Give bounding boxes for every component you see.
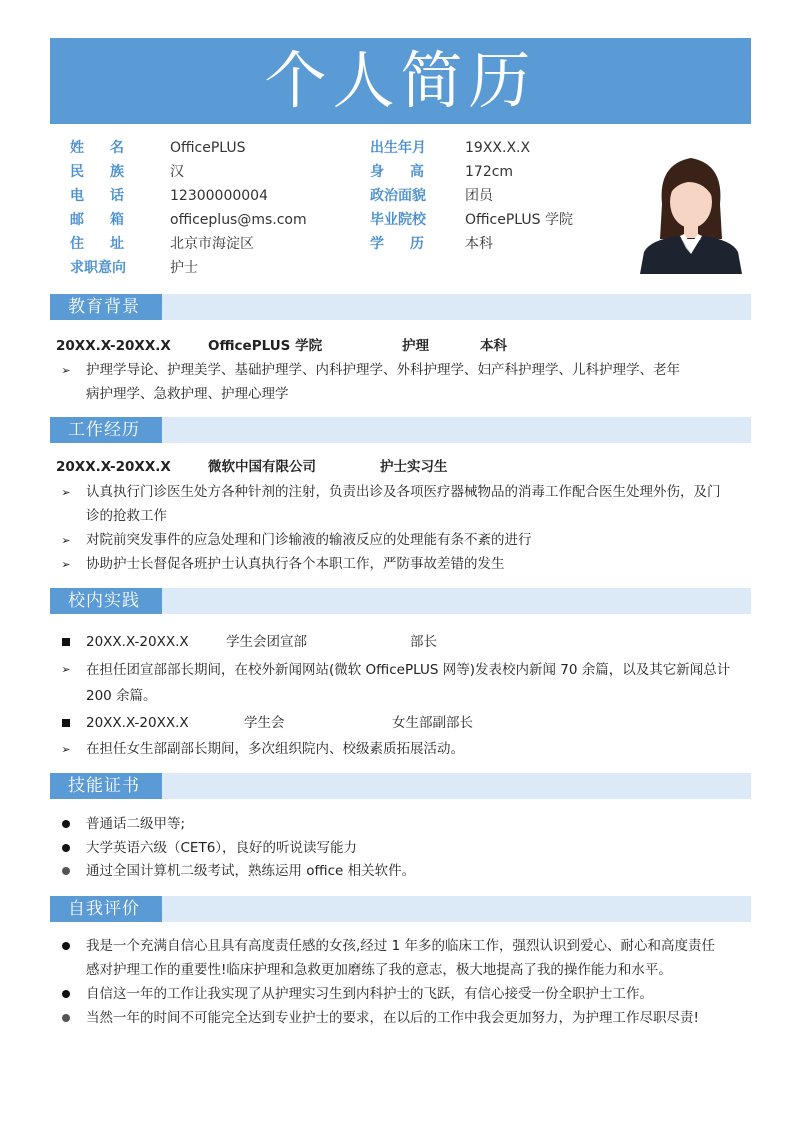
education-section-header [50,294,751,320]
list-item [56,657,756,709]
birth-label: 出生年月 [370,140,426,156]
list-item [56,358,756,406]
work-item-1-line-1: 认真执行门诊医生处方各种针剂的注射，负责出诊及各项医疗器械物品的消毒工作配合医生处理外伤，及门 [86,484,721,500]
list-item [56,737,756,761]
self-heading: 自我评价 [50,896,162,922]
campus-1-org: 学生会团宣部 [226,634,307,650]
profile-photo [640,144,742,274]
education-heading: 教育背景 [50,294,162,320]
campus-2-role: 女生部副部长 [392,715,473,731]
work-period: 20XX.X-20XX.X [56,459,171,475]
politics-value: 团员 [465,188,493,204]
courses-line-2: 病护理学、急救护理、护理心理学 [86,386,289,402]
ethnic-label: 民族 [70,164,150,180]
list-item [56,812,756,836]
degree-value: 本科 [465,236,493,252]
resume-title: 个人简历 [50,38,751,124]
arrow-bullet-icon [56,358,76,383]
list-item [56,934,756,982]
self-section-header [50,896,751,922]
skills-heading: 技能证书 [50,773,162,799]
list-item [56,630,756,654]
name-label: 姓名 [70,140,150,156]
work-item-1-line-2: 诊的抢救工作 [86,508,167,524]
personal-info [50,136,630,286]
school-value: OfficePLUS 学院 [465,212,573,228]
campus-1-role: 部长 [410,634,437,650]
address-label: 住址 [70,236,150,252]
dot-bullet-icon [56,982,76,1006]
education-entry [56,334,756,358]
phone-value: 12300000004 [170,188,268,204]
campus-2-org: 学生会 [244,715,285,731]
arrow-bullet-icon [56,528,76,553]
arrow-bullet-icon [56,552,76,577]
phone-label: 电话 [70,188,150,204]
campus-2-desc: 在担任女生部副部长期间，多次组织院内、校级素质拓展活动。 [86,741,464,757]
campus-1-desc-line-2: 200 余篇。 [86,688,157,704]
list-item [56,859,756,883]
email-value: officeplus@ms.com [170,212,307,228]
ethnic-value: 汉 [170,164,184,180]
campus-1-period: 20XX.X-20XX.X [86,634,189,650]
address-value: 北京市海淀区 [170,236,254,252]
campus-1-desc-line-1: 在担任团宣部部长期间，在校外新闻网站(微软 OfficePLUS 网等)发表校内新闻 70 余篇，以及其它新闻总计 [86,662,731,678]
square-bullet-icon [56,630,76,654]
list-item [56,552,756,576]
square-bullet-icon [56,711,76,735]
name-value: OfficePLUS [170,140,246,156]
email-label: 邮箱 [70,212,150,228]
politics-label: 政治面貌 [370,188,426,204]
work-item-2: 对院前突发事件的应急处理和门诊输液的输液反应的处理能有条不紊的进行 [86,532,532,548]
dot-bullet-icon [56,812,76,836]
list-item [56,528,756,552]
intent-label: 求职意向 [70,260,126,276]
height-value: 172cm [465,164,514,180]
self-1-line-2: 感对护理工作的重要性!临床护理和急救更加磨练了我的意志，极大地提高了我的操作能力和水平。 [86,962,672,978]
education-school: OfficePLUS 学院 [208,338,323,354]
self-2: 自信这一年的工作让我实现了从护理实习生到内科护士的飞跃，有信心接受一份全职护士工作。 [86,986,653,1002]
campus-2-period: 20XX.X-20XX.X [86,715,189,731]
education-major: 护理 [402,338,429,354]
campus-section-header [50,588,751,614]
courses-line-1: 护理学导论、护理美学、基础护理学、内科护理学、外科护理学、妇产科护理学、儿科护理学、老年 [86,362,680,378]
work-heading: 工作经历 [50,417,162,443]
list-item [56,711,756,735]
list-item [56,480,756,528]
education-degree: 本科 [480,338,507,354]
list-item [56,1006,756,1030]
degree-label: 学历 [370,236,450,252]
self-1-line-1: 我是一个充满自信心且具有高度责任感的女孩,经过 1 年多的临床工作，强烈认识到爱心、耐心和高度责任 [86,938,715,954]
education-period: 20XX.X-20XX.X [56,338,171,354]
skill-3: 通过全国计算机二级考试，熟练运用 office 相关软件。 [86,863,416,879]
list-item [56,836,756,860]
work-role: 护士实习生 [380,459,448,475]
arrow-bullet-icon [56,737,76,762]
skill-2: 大学英语六级（CET6），良好的听说读写能力 [86,840,358,856]
work-item-3: 协助护士长督促各班护士认真执行各个本职工作，严防事故差错的发生 [86,556,505,572]
self-3: 当然一年的时间不可能完全达到专业护士的要求，在以后的工作中我会更加努力，为护理工作尽职尽责! [86,1010,699,1026]
school-label: 毕业院校 [370,212,426,228]
work-entry [56,455,756,479]
dot-bullet-icon [56,934,76,958]
birth-value: 19XX.X.X [465,140,531,156]
dot-bullet-icon [56,859,76,883]
work-section-header [50,417,751,443]
work-company: 微软中国有限公司 [208,459,316,475]
arrow-bullet-icon [56,480,76,505]
list-item [56,982,756,1006]
height-label: 身高 [370,164,450,180]
campus-heading: 校内实践 [50,588,162,614]
skills-section-header [50,773,751,799]
skill-1: 普通话二级甲等; [86,816,186,832]
arrow-bullet-icon [56,657,76,682]
dot-bullet-icon [56,1006,76,1030]
dot-bullet-icon [56,836,76,860]
intent-value: 护士 [170,260,198,276]
